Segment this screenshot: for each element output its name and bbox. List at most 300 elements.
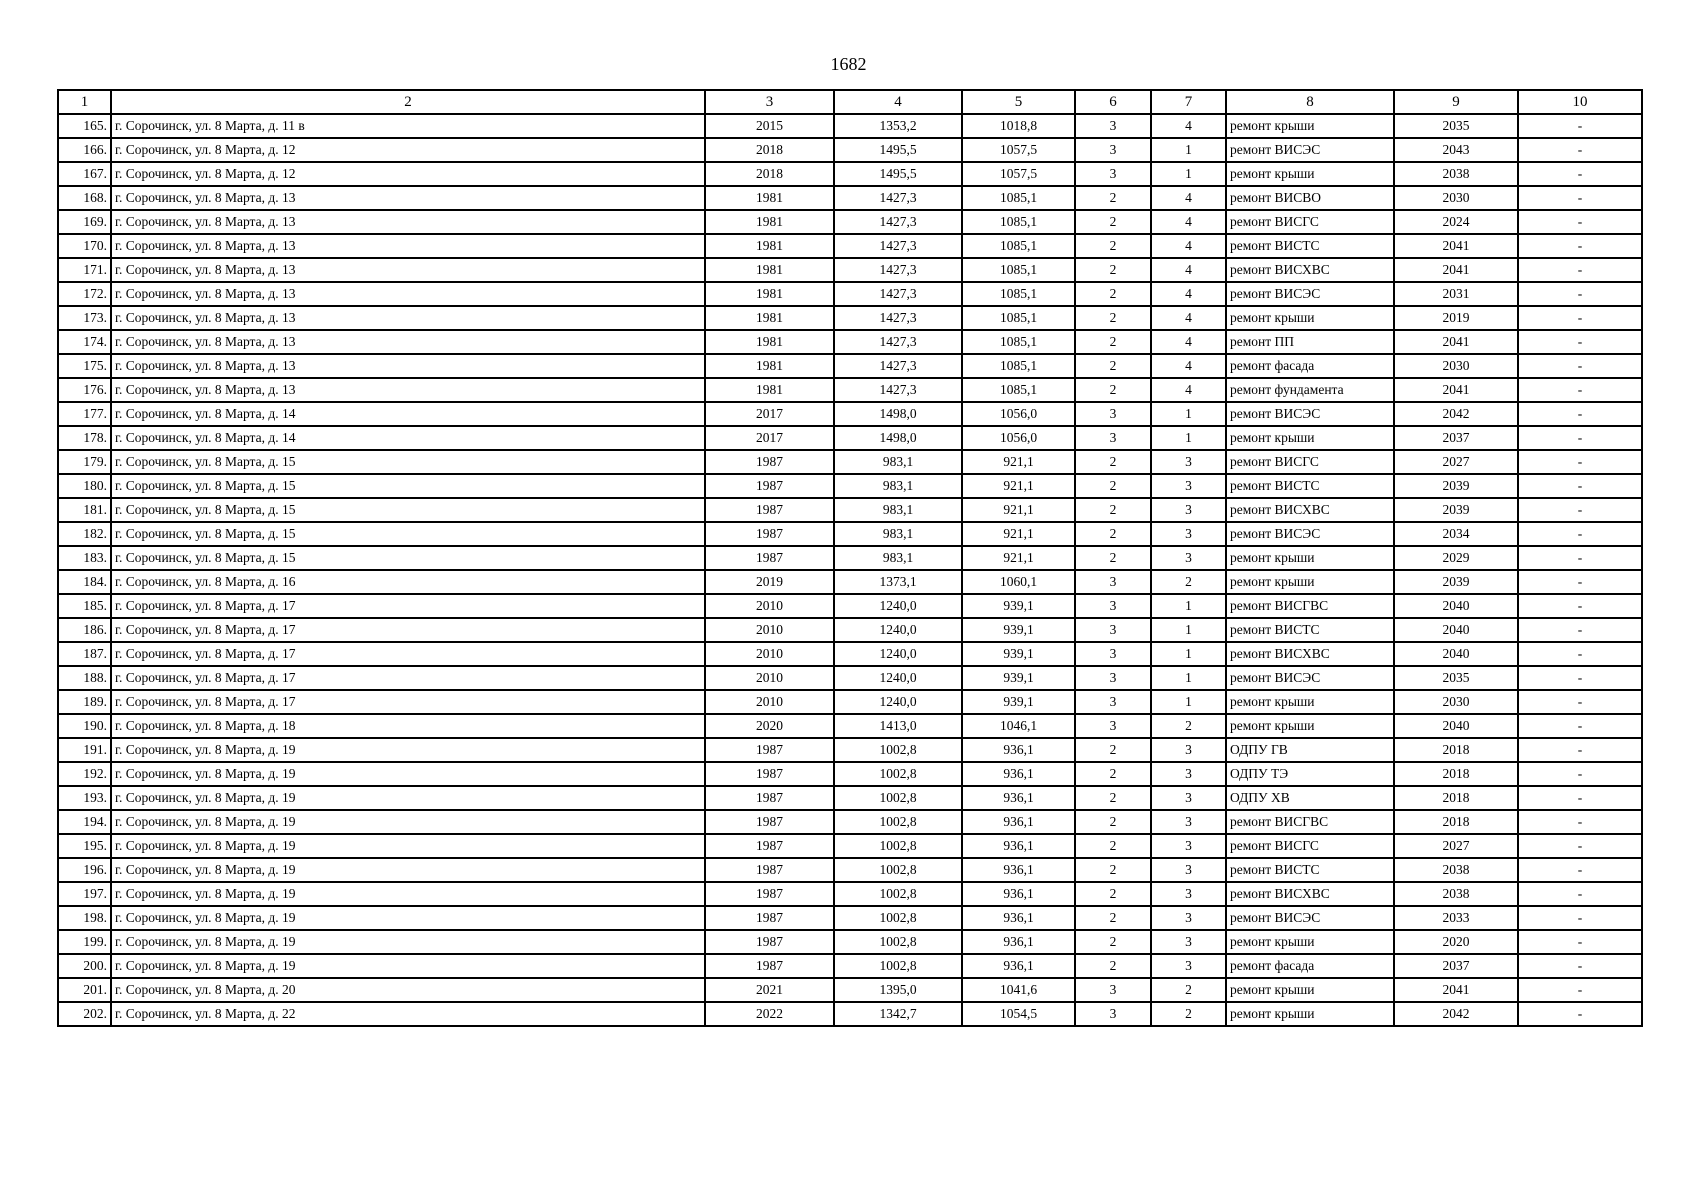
table-cell-col-8: ремонт ВИСГВС [1226, 810, 1394, 834]
table-cell-col-8: ремонт ВИСГС [1226, 834, 1394, 858]
table-cell-col-2: г. Сорочинск, ул. 8 Марта, д. 13 [111, 234, 705, 258]
table-cell-col-1: 199. [58, 930, 111, 954]
table-row [58, 858, 1642, 882]
table-cell-col-6: 2 [1075, 522, 1151, 546]
table-cell-col-4: 1427,3 [834, 378, 962, 402]
table-cell-col-1: 167. [58, 162, 111, 186]
table-cell-col-7: 2 [1151, 714, 1226, 738]
table-cell-col-2: г. Сорочинск, ул. 8 Марта, д. 13 [111, 354, 705, 378]
table-cell-col-7: 4 [1151, 186, 1226, 210]
table-cell-col-8: ремонт фасада [1226, 954, 1394, 978]
table-cell-col-5: 1046,1 [962, 714, 1075, 738]
table-cell-col-1: 200. [58, 954, 111, 978]
table-cell-col-1: 186. [58, 618, 111, 642]
table-cell-col-1: 185. [58, 594, 111, 618]
column-header-7: 7 [1151, 90, 1226, 114]
table-cell-col-10: - [1518, 162, 1642, 186]
table-cell-col-9: 2043 [1394, 138, 1518, 162]
table-cell-col-7: 2 [1151, 978, 1226, 1002]
table-row [58, 330, 1642, 354]
table-cell-col-1: 193. [58, 786, 111, 810]
table-cell-col-9: 2027 [1394, 450, 1518, 474]
table-row [58, 714, 1642, 738]
table-cell-col-9: 2042 [1394, 402, 1518, 426]
table-cell-col-5: 1085,1 [962, 210, 1075, 234]
table-cell-col-10: - [1518, 474, 1642, 498]
table-row [58, 138, 1642, 162]
table-cell-col-7: 1 [1151, 162, 1226, 186]
table-cell-col-3: 2018 [705, 162, 834, 186]
column-header-8: 8 [1226, 90, 1394, 114]
table-cell-col-5: 1041,6 [962, 978, 1075, 1002]
table-cell-col-7: 3 [1151, 546, 1226, 570]
table-cell-col-5: 939,1 [962, 594, 1075, 618]
table-cell-col-8: ремонт ВИСВО [1226, 186, 1394, 210]
table-cell-col-3: 2017 [705, 402, 834, 426]
table-cell-col-2: г. Сорочинск, ул. 8 Марта, д. 22 [111, 1002, 705, 1026]
table-cell-col-3: 1987 [705, 930, 834, 954]
table-cell-col-10: - [1518, 834, 1642, 858]
table-cell-col-4: 1002,8 [834, 882, 962, 906]
table-cell-col-3: 1981 [705, 330, 834, 354]
table-cell-col-6: 3 [1075, 114, 1151, 138]
table-cell-col-10: - [1518, 546, 1642, 570]
table-cell-col-2: г. Сорочинск, ул. 8 Марта, д. 17 [111, 618, 705, 642]
repair-schedule-table [57, 89, 1643, 1027]
table-row [58, 162, 1642, 186]
table-cell-col-9: 2035 [1394, 114, 1518, 138]
table-cell-col-2: г. Сорочинск, ул. 8 Марта, д. 19 [111, 834, 705, 858]
table-cell-col-1: 192. [58, 762, 111, 786]
table-cell-col-6: 2 [1075, 330, 1151, 354]
table-cell-col-8: ремонт крыши [1226, 1002, 1394, 1026]
table-cell-col-5: 1060,1 [962, 570, 1075, 594]
table-cell-col-6: 3 [1075, 690, 1151, 714]
table-cell-col-6: 2 [1075, 354, 1151, 378]
table-cell-col-6: 3 [1075, 618, 1151, 642]
table-cell-col-9: 2041 [1394, 330, 1518, 354]
table-cell-col-2: г. Сорочинск, ул. 8 Марта, д. 14 [111, 402, 705, 426]
table-cell-col-2: г. Сорочинск, ул. 8 Марта, д. 15 [111, 474, 705, 498]
table-cell-col-2: г. Сорочинск, ул. 8 Марта, д. 19 [111, 954, 705, 978]
table-cell-col-8: ремонт ПП [1226, 330, 1394, 354]
table-cell-col-5: 921,1 [962, 474, 1075, 498]
table-cell-col-1: 191. [58, 738, 111, 762]
table-cell-col-4: 1373,1 [834, 570, 962, 594]
table-row [58, 570, 1642, 594]
table-cell-col-5: 1085,1 [962, 354, 1075, 378]
table-cell-col-7: 1 [1151, 690, 1226, 714]
table-row [58, 354, 1642, 378]
table-cell-col-10: - [1518, 234, 1642, 258]
table-cell-col-6: 2 [1075, 186, 1151, 210]
table-cell-col-4: 1240,0 [834, 690, 962, 714]
table-cell-col-10: - [1518, 618, 1642, 642]
table-cell-col-10: - [1518, 498, 1642, 522]
table-cell-col-2: г. Сорочинск, ул. 8 Марта, д. 12 [111, 138, 705, 162]
table-cell-col-7: 3 [1151, 858, 1226, 882]
table-cell-col-8: ремонт крыши [1226, 714, 1394, 738]
table-cell-col-5: 1085,1 [962, 234, 1075, 258]
table-cell-col-8: ОДПУ ХВ [1226, 786, 1394, 810]
table-cell-col-9: 2027 [1394, 834, 1518, 858]
table-cell-col-3: 1981 [705, 282, 834, 306]
table-cell-col-4: 1427,3 [834, 354, 962, 378]
table-cell-col-10: - [1518, 858, 1642, 882]
table-cell-col-1: 196. [58, 858, 111, 882]
table-cell-col-9: 2041 [1394, 978, 1518, 1002]
table-cell-col-1: 175. [58, 354, 111, 378]
table-cell-col-7: 3 [1151, 954, 1226, 978]
table-cell-col-10: - [1518, 426, 1642, 450]
table-cell-col-6: 2 [1075, 954, 1151, 978]
table-cell-col-3: 2010 [705, 690, 834, 714]
table-cell-col-9: 2040 [1394, 618, 1518, 642]
table-cell-col-4: 1240,0 [834, 618, 962, 642]
table-cell-col-3: 1981 [705, 186, 834, 210]
table-cell-col-1: 187. [58, 642, 111, 666]
table-row [58, 690, 1642, 714]
table-cell-col-7: 4 [1151, 114, 1226, 138]
table-cell-col-2: г. Сорочинск, ул. 8 Марта, д. 17 [111, 666, 705, 690]
table-cell-col-2: г. Сорочинск, ул. 8 Марта, д. 12 [111, 162, 705, 186]
table-header-row [58, 90, 1642, 114]
table-cell-col-3: 1981 [705, 354, 834, 378]
table-row [58, 474, 1642, 498]
table-cell-col-3: 2010 [705, 618, 834, 642]
table-cell-col-4: 1498,0 [834, 402, 962, 426]
table-cell-col-6: 3 [1075, 402, 1151, 426]
table-cell-col-5: 936,1 [962, 906, 1075, 930]
table-cell-col-3: 2020 [705, 714, 834, 738]
table-cell-col-5: 1085,1 [962, 186, 1075, 210]
table-cell-col-9: 2029 [1394, 546, 1518, 570]
table-cell-col-7: 4 [1151, 210, 1226, 234]
table-cell-col-3: 1981 [705, 258, 834, 282]
table-cell-col-2: г. Сорочинск, ул. 8 Марта, д. 13 [111, 186, 705, 210]
table-cell-col-9: 2039 [1394, 474, 1518, 498]
table-cell-col-4: 1413,0 [834, 714, 962, 738]
table-cell-col-8: ремонт фасада [1226, 354, 1394, 378]
table-cell-col-9: 2018 [1394, 738, 1518, 762]
table-cell-col-8: ремонт ВИСХВС [1226, 258, 1394, 282]
table-cell-col-3: 2010 [705, 594, 834, 618]
table-cell-col-3: 1987 [705, 498, 834, 522]
table-cell-col-8: ремонт ВИСЭС [1226, 906, 1394, 930]
table-cell-col-9: 2030 [1394, 186, 1518, 210]
table-row [58, 666, 1642, 690]
table-cell-col-4: 983,1 [834, 450, 962, 474]
table-cell-col-1: 165. [58, 114, 111, 138]
table-cell-col-4: 1002,8 [834, 954, 962, 978]
table-row [58, 906, 1642, 930]
table-cell-col-3: 1987 [705, 954, 834, 978]
table-cell-col-3: 1981 [705, 210, 834, 234]
table-cell-col-8: ремонт крыши [1226, 114, 1394, 138]
column-header-4: 4 [834, 90, 962, 114]
table-cell-col-8: ремонт ВИСЭС [1226, 666, 1394, 690]
table-cell-col-2: г. Сорочинск, ул. 8 Марта, д. 19 [111, 882, 705, 906]
table-cell-col-10: - [1518, 690, 1642, 714]
table-cell-col-2: г. Сорочинск, ул. 8 Марта, д. 15 [111, 522, 705, 546]
table-cell-col-5: 1056,0 [962, 426, 1075, 450]
table-cell-col-2: г. Сорочинск, ул. 8 Марта, д. 19 [111, 786, 705, 810]
table-cell-col-2: г. Сорочинск, ул. 8 Марта, д. 13 [111, 306, 705, 330]
table-cell-col-9: 2018 [1394, 762, 1518, 786]
table-cell-col-5: 1085,1 [962, 282, 1075, 306]
table-cell-col-8: ремонт ВИСЭС [1226, 522, 1394, 546]
table-cell-col-10: - [1518, 354, 1642, 378]
table-cell-col-9: 2035 [1394, 666, 1518, 690]
table-cell-col-9: 2019 [1394, 306, 1518, 330]
table-cell-col-10: - [1518, 186, 1642, 210]
table-cell-col-7: 1 [1151, 138, 1226, 162]
table-cell-col-5: 936,1 [962, 834, 1075, 858]
table-cell-col-8: ремонт ВИСГС [1226, 210, 1394, 234]
table-cell-col-3: 1987 [705, 450, 834, 474]
table-row [58, 522, 1642, 546]
table-cell-col-1: 202. [58, 1002, 111, 1026]
table-cell-col-1: 194. [58, 810, 111, 834]
table-cell-col-10: - [1518, 930, 1642, 954]
column-header-1: 1 [58, 90, 111, 114]
table-cell-col-10: - [1518, 954, 1642, 978]
table-cell-col-9: 2018 [1394, 786, 1518, 810]
table-cell-col-6: 2 [1075, 306, 1151, 330]
table-row [58, 426, 1642, 450]
table-row [58, 762, 1642, 786]
table-cell-col-9: 2030 [1394, 690, 1518, 714]
table-cell-col-6: 3 [1075, 426, 1151, 450]
table-cell-col-1: 176. [58, 378, 111, 402]
table-cell-col-6: 3 [1075, 666, 1151, 690]
table-cell-col-9: 2034 [1394, 522, 1518, 546]
table-cell-col-9: 2037 [1394, 426, 1518, 450]
table-cell-col-3: 1987 [705, 474, 834, 498]
table-cell-col-3: 1981 [705, 234, 834, 258]
table-cell-col-1: 172. [58, 282, 111, 306]
table-cell-col-1: 171. [58, 258, 111, 282]
table-cell-col-9: 2041 [1394, 378, 1518, 402]
table-cell-col-6: 3 [1075, 594, 1151, 618]
table-row [58, 402, 1642, 426]
table-cell-col-7: 2 [1151, 570, 1226, 594]
table-cell-col-1: 189. [58, 690, 111, 714]
table-cell-col-6: 2 [1075, 762, 1151, 786]
table-cell-col-3: 1987 [705, 858, 834, 882]
table-cell-col-10: - [1518, 570, 1642, 594]
table-cell-col-5: 936,1 [962, 882, 1075, 906]
table-cell-col-5: 921,1 [962, 546, 1075, 570]
table-cell-col-4: 1002,8 [834, 762, 962, 786]
table-cell-col-6: 2 [1075, 834, 1151, 858]
table-cell-col-4: 1353,2 [834, 114, 962, 138]
table-row [58, 834, 1642, 858]
table-row [58, 498, 1642, 522]
table-cell-col-2: г. Сорочинск, ул. 8 Марта, д. 14 [111, 426, 705, 450]
table-cell-col-10: - [1518, 258, 1642, 282]
table-cell-col-4: 1342,7 [834, 1002, 962, 1026]
table-cell-col-6: 2 [1075, 474, 1151, 498]
table-cell-col-3: 2017 [705, 426, 834, 450]
table-cell-col-2: г. Сорочинск, ул. 8 Марта, д. 13 [111, 210, 705, 234]
table-cell-col-6: 3 [1075, 642, 1151, 666]
table-cell-col-4: 983,1 [834, 546, 962, 570]
table-row [58, 978, 1642, 1002]
table-cell-col-3: 2021 [705, 978, 834, 1002]
table-cell-col-6: 2 [1075, 930, 1151, 954]
table-cell-col-1: 178. [58, 426, 111, 450]
table-cell-col-9: 2040 [1394, 714, 1518, 738]
table-cell-col-3: 2022 [705, 1002, 834, 1026]
table-cell-col-6: 3 [1075, 138, 1151, 162]
table-cell-col-1: 197. [58, 882, 111, 906]
table-row [58, 618, 1642, 642]
table-cell-col-5: 939,1 [962, 690, 1075, 714]
table-cell-col-9: 2040 [1394, 642, 1518, 666]
table-cell-col-8: ремонт ВИСТС [1226, 234, 1394, 258]
table-cell-col-3: 1987 [705, 546, 834, 570]
table-cell-col-4: 1498,0 [834, 426, 962, 450]
table-cell-col-7: 3 [1151, 810, 1226, 834]
table-row [58, 450, 1642, 474]
table-cell-col-5: 921,1 [962, 498, 1075, 522]
table-cell-col-5: 921,1 [962, 522, 1075, 546]
table-cell-col-7: 4 [1151, 306, 1226, 330]
column-header-9: 9 [1394, 90, 1518, 114]
table-cell-col-10: - [1518, 762, 1642, 786]
table-cell-col-1: 174. [58, 330, 111, 354]
table-cell-col-4: 983,1 [834, 498, 962, 522]
table-cell-col-8: ОДПУ ГВ [1226, 738, 1394, 762]
table-cell-col-3: 1987 [705, 906, 834, 930]
table-cell-col-2: г. Сорочинск, ул. 8 Марта, д. 19 [111, 810, 705, 834]
table-cell-col-9: 2038 [1394, 882, 1518, 906]
table-cell-col-5: 936,1 [962, 762, 1075, 786]
table-cell-col-5: 936,1 [962, 930, 1075, 954]
table-cell-col-4: 983,1 [834, 522, 962, 546]
table-cell-col-4: 1427,3 [834, 186, 962, 210]
table-row [58, 810, 1642, 834]
table-cell-col-8: ремонт крыши [1226, 162, 1394, 186]
page-number: 1682 [830, 54, 867, 74]
table-cell-col-10: - [1518, 882, 1642, 906]
table-cell-col-3: 1987 [705, 810, 834, 834]
table-cell-col-5: 1056,0 [962, 402, 1075, 426]
table-cell-col-10: - [1518, 738, 1642, 762]
table-cell-col-10: - [1518, 210, 1642, 234]
table-cell-col-3: 1987 [705, 786, 834, 810]
table-cell-col-5: 1057,5 [962, 138, 1075, 162]
table-row [58, 546, 1642, 570]
table-cell-col-6: 3 [1075, 714, 1151, 738]
table-cell-col-9: 2039 [1394, 570, 1518, 594]
table-cell-col-9: 2031 [1394, 282, 1518, 306]
table-row [58, 258, 1642, 282]
table-cell-col-7: 3 [1151, 882, 1226, 906]
table-cell-col-10: - [1518, 978, 1642, 1002]
table-cell-col-5: 1018,8 [962, 114, 1075, 138]
table-cell-col-4: 1427,3 [834, 330, 962, 354]
table-cell-col-7: 1 [1151, 594, 1226, 618]
table-cell-col-7: 3 [1151, 834, 1226, 858]
table-cell-col-2: г. Сорочинск, ул. 8 Марта, д. 13 [111, 258, 705, 282]
table-row [58, 186, 1642, 210]
table-cell-col-2: г. Сорочинск, ул. 8 Марта, д. 19 [111, 906, 705, 930]
table-cell-col-5: 936,1 [962, 858, 1075, 882]
table-cell-col-2: г. Сорочинск, ул. 8 Марта, д. 19 [111, 930, 705, 954]
table-cell-col-7: 4 [1151, 354, 1226, 378]
table-cell-col-6: 2 [1075, 234, 1151, 258]
table-cell-col-7: 4 [1151, 282, 1226, 306]
table-cell-col-4: 1240,0 [834, 666, 962, 690]
table-cell-col-10: - [1518, 306, 1642, 330]
table-cell-col-9: 2037 [1394, 954, 1518, 978]
table-cell-col-8: ремонт фундамента [1226, 378, 1394, 402]
table-cell-col-5: 939,1 [962, 642, 1075, 666]
table-cell-col-2: г. Сорочинск, ул. 8 Марта, д. 13 [111, 378, 705, 402]
table-row [58, 114, 1642, 138]
table-cell-col-10: - [1518, 786, 1642, 810]
table-cell-col-10: - [1518, 138, 1642, 162]
table-cell-col-4: 1002,8 [834, 930, 962, 954]
table-cell-col-8: ОДПУ ТЭ [1226, 762, 1394, 786]
table-cell-col-6: 3 [1075, 570, 1151, 594]
table-cell-col-2: г. Сорочинск, ул. 8 Марта, д. 19 [111, 738, 705, 762]
table-cell-col-7: 3 [1151, 762, 1226, 786]
table-cell-col-5: 936,1 [962, 786, 1075, 810]
table-cell-col-4: 1002,8 [834, 810, 962, 834]
table-cell-col-7: 3 [1151, 786, 1226, 810]
table-cell-col-7: 4 [1151, 258, 1226, 282]
table-cell-col-1: 166. [58, 138, 111, 162]
table-cell-col-7: 1 [1151, 642, 1226, 666]
table-cell-col-6: 3 [1075, 1002, 1151, 1026]
table-cell-col-8: ремонт ВИСГВС [1226, 594, 1394, 618]
table-cell-col-9: 2038 [1394, 858, 1518, 882]
table-cell-col-1: 180. [58, 474, 111, 498]
table-cell-col-5: 936,1 [962, 738, 1075, 762]
table-row [58, 642, 1642, 666]
table-cell-col-7: 3 [1151, 906, 1226, 930]
table-cell-col-6: 3 [1075, 162, 1151, 186]
table-cell-col-3: 1987 [705, 738, 834, 762]
table-cell-col-3: 2015 [705, 114, 834, 138]
table-cell-col-2: г. Сорочинск, ул. 8 Марта, д. 13 [111, 330, 705, 354]
table-cell-col-3: 1987 [705, 522, 834, 546]
table-cell-col-2: г. Сорочинск, ул. 8 Марта, д. 18 [111, 714, 705, 738]
table-cell-col-2: г. Сорочинск, ул. 8 Марта, д. 19 [111, 762, 705, 786]
table-cell-col-10: - [1518, 378, 1642, 402]
table-cell-col-7: 4 [1151, 330, 1226, 354]
table-cell-col-2: г. Сорочинск, ул. 8 Марта, д. 13 [111, 282, 705, 306]
table-row [58, 786, 1642, 810]
table-cell-col-6: 2 [1075, 450, 1151, 474]
table-cell-col-2: г. Сорочинск, ул. 8 Марта, д. 15 [111, 498, 705, 522]
table-cell-col-1: 198. [58, 906, 111, 930]
table-cell-col-5: 1085,1 [962, 258, 1075, 282]
table-cell-col-10: - [1518, 714, 1642, 738]
table-cell-col-4: 1495,5 [834, 162, 962, 186]
table-cell-col-8: ремонт ВИСХВС [1226, 498, 1394, 522]
table-cell-col-7: 3 [1151, 522, 1226, 546]
table-cell-col-3: 2010 [705, 666, 834, 690]
table-cell-col-10: - [1518, 906, 1642, 930]
table-cell-col-5: 936,1 [962, 810, 1075, 834]
table-cell-col-4: 1002,8 [834, 738, 962, 762]
table-cell-col-8: ремонт ВИСЭС [1226, 402, 1394, 426]
table-cell-col-7: 3 [1151, 450, 1226, 474]
